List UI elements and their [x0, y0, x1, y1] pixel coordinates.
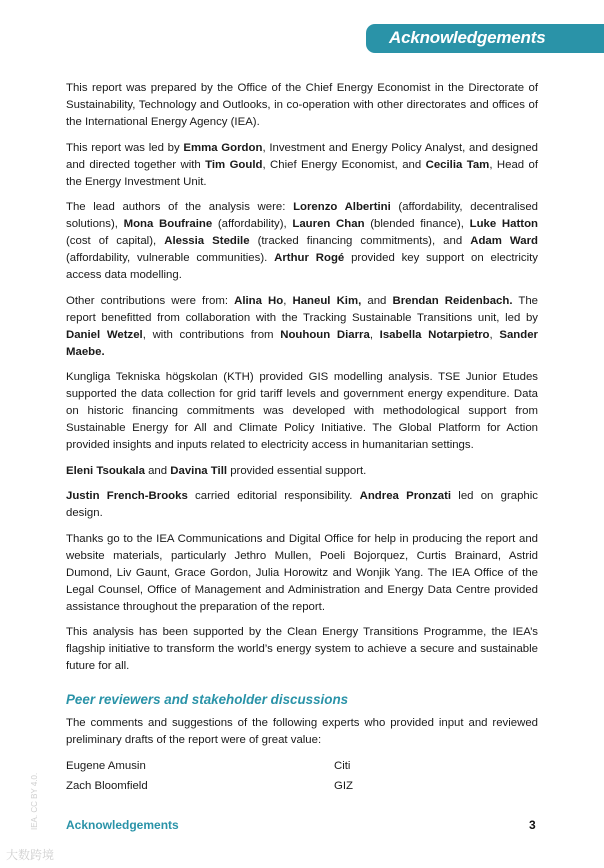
text-run: (affordability, vulnerable communities).: [66, 252, 275, 264]
paragraph: [66, 293, 538, 361]
reviewer-list: [66, 758, 538, 794]
text-run: provided key support on electricity access data modelling.: [66, 252, 538, 281]
text-run: (affordability),: [212, 218, 293, 230]
text-run: Other contributions were from:: [66, 294, 235, 307]
text-run: Thanks go to the IEA Communications and Digital Office for help in producing the report and website materials, particularly Jethro Mullen, Poeli Bojorquez, Curtis Brainard, Astrid Dumond, Liv Gaunt, Grace Gordon, Julia Horowitz and Wonjik Yang. The IEA Office of the Legal Counsel, Office of Management and Administration and Energy Data Centre provided assistance throughout the preparation of the report.: [66, 532, 538, 613]
text-run: provided essential support.: [227, 464, 367, 477]
text-run: Kungliga Tekniska högskolan (KTH) provided GIS modelling analysis. TSE Junior Etudes supported the data collection for grid tariff levels and government energy expenditure. Data on historic financing commitments was developed with methodological support from Sustainable Energy for All and Climate Policy Initiative. The Global Platform for Action provided insights and inputs related to electricity access in humanitarian settings.: [66, 371, 538, 451]
acknowledgement-paragraphs: [66, 80, 538, 675]
person-name: Arthur Rogé: [274, 252, 345, 264]
person-name: Daniel Wetzel: [66, 328, 143, 341]
text-run: (tracked financing commitments), and: [249, 235, 471, 247]
person-name: Isabella Notarpietro: [379, 328, 490, 341]
text-run: The report benefitted from collaboration with the Tracking Sustainable Transitions unit, led by: [66, 294, 539, 324]
footer-section-title: Acknowledgements: [66, 818, 179, 832]
text-run: , Head of the Energy Investment Unit.: [66, 158, 538, 188]
text-run: This report was led by: [66, 141, 184, 154]
text-run: , Investment and Energy Policy Analyst, and designed and directed together with: [66, 141, 538, 171]
person-name: Emma Gordon: [183, 141, 263, 154]
person-name: Davina Till: [170, 464, 228, 477]
person-name: Tim Gould: [205, 158, 263, 171]
person-name: Justin French-Brooks: [66, 490, 188, 502]
text-run: This report was prepared by the Office of the Chief Energy Economist in the Directorate of Sustainability, Technology and Outlooks, in co-operation with other directorates and offices of the International Energy Agency (IEA).: [66, 82, 538, 128]
paragraph: [66, 531, 538, 616]
person-name: Alina Ho: [234, 294, 284, 307]
page-number: 3: [529, 818, 536, 832]
license-note: IEA. CC BY 4.0.: [30, 772, 39, 830]
text-run: ,: [369, 328, 380, 341]
text-run: ,: [489, 328, 500, 341]
text-run: (affordability, decentralised solutions),: [66, 201, 538, 230]
person-name: Haneul Kim,: [292, 294, 362, 307]
person-name: Cecilia Tam: [425, 158, 490, 171]
text-run: This analysis has been supported by the Clean Energy Transitions Programme, the IEA’s flagship initiative to transform the world’s energy system to achieve a secure and sustainable future for all.: [66, 626, 538, 672]
person-name: Lorenzo Albertini: [293, 201, 391, 213]
peer-reviewers-intro: The comments and suggestions of the following experts who provided input and reviewed preliminary drafts of the report were of great value:: [66, 717, 538, 746]
paragraph: [66, 463, 538, 480]
paragraph: [66, 140, 538, 191]
reviewer-name: Eugene Amusin: [66, 759, 146, 772]
paragraph: [66, 488, 538, 522]
person-name: Lauren Chan: [292, 218, 365, 230]
paragraph: [66, 624, 538, 675]
text-run: and: [144, 464, 171, 477]
reviewer-organisation: Citi: [334, 759, 351, 772]
person-name: Eleni Tsoukala: [66, 464, 145, 477]
peer-reviewers-heading: Peer reviewers and stakeholder discussions: [66, 692, 349, 707]
text-run: carried editorial responsibility.: [187, 490, 360, 502]
text-run: , with contributions from: [142, 328, 281, 341]
text-run: , Chief Energy Economist, and: [262, 158, 426, 171]
document-body: [66, 80, 538, 794]
section-header-title: Acknowledgements: [389, 28, 546, 47]
text-run: (blended finance),: [364, 218, 470, 230]
person-name: Nouhoun Diarra: [280, 328, 370, 341]
person-name: Adam Ward: [470, 235, 538, 247]
watermark-logo: 大数跨境: [6, 848, 55, 862]
person-name: Luke Hatton: [469, 218, 538, 230]
text-run: led on graphic design.: [66, 490, 538, 519]
text-run: The lead authors of the analysis were:: [66, 201, 294, 213]
person-name: Sander Maebe.: [66, 328, 538, 358]
paragraph: [66, 199, 538, 284]
text-run: (cost of capital),: [66, 235, 165, 247]
text-run: ,: [283, 294, 293, 307]
person-name: Andrea Pronzati: [359, 490, 452, 502]
paragraph: [66, 369, 538, 454]
reviewer-organisation: GIZ: [334, 779, 353, 792]
section-header-tab: [366, 24, 604, 53]
text-run: and: [361, 294, 393, 307]
person-name: Brendan Reidenbach.: [392, 294, 513, 307]
person-name: Mona Boufraine: [123, 218, 213, 230]
person-name: Alessia Stedile: [164, 235, 250, 247]
reviewer-name: Zach Bloomfield: [66, 779, 148, 792]
paragraph: [66, 80, 538, 131]
